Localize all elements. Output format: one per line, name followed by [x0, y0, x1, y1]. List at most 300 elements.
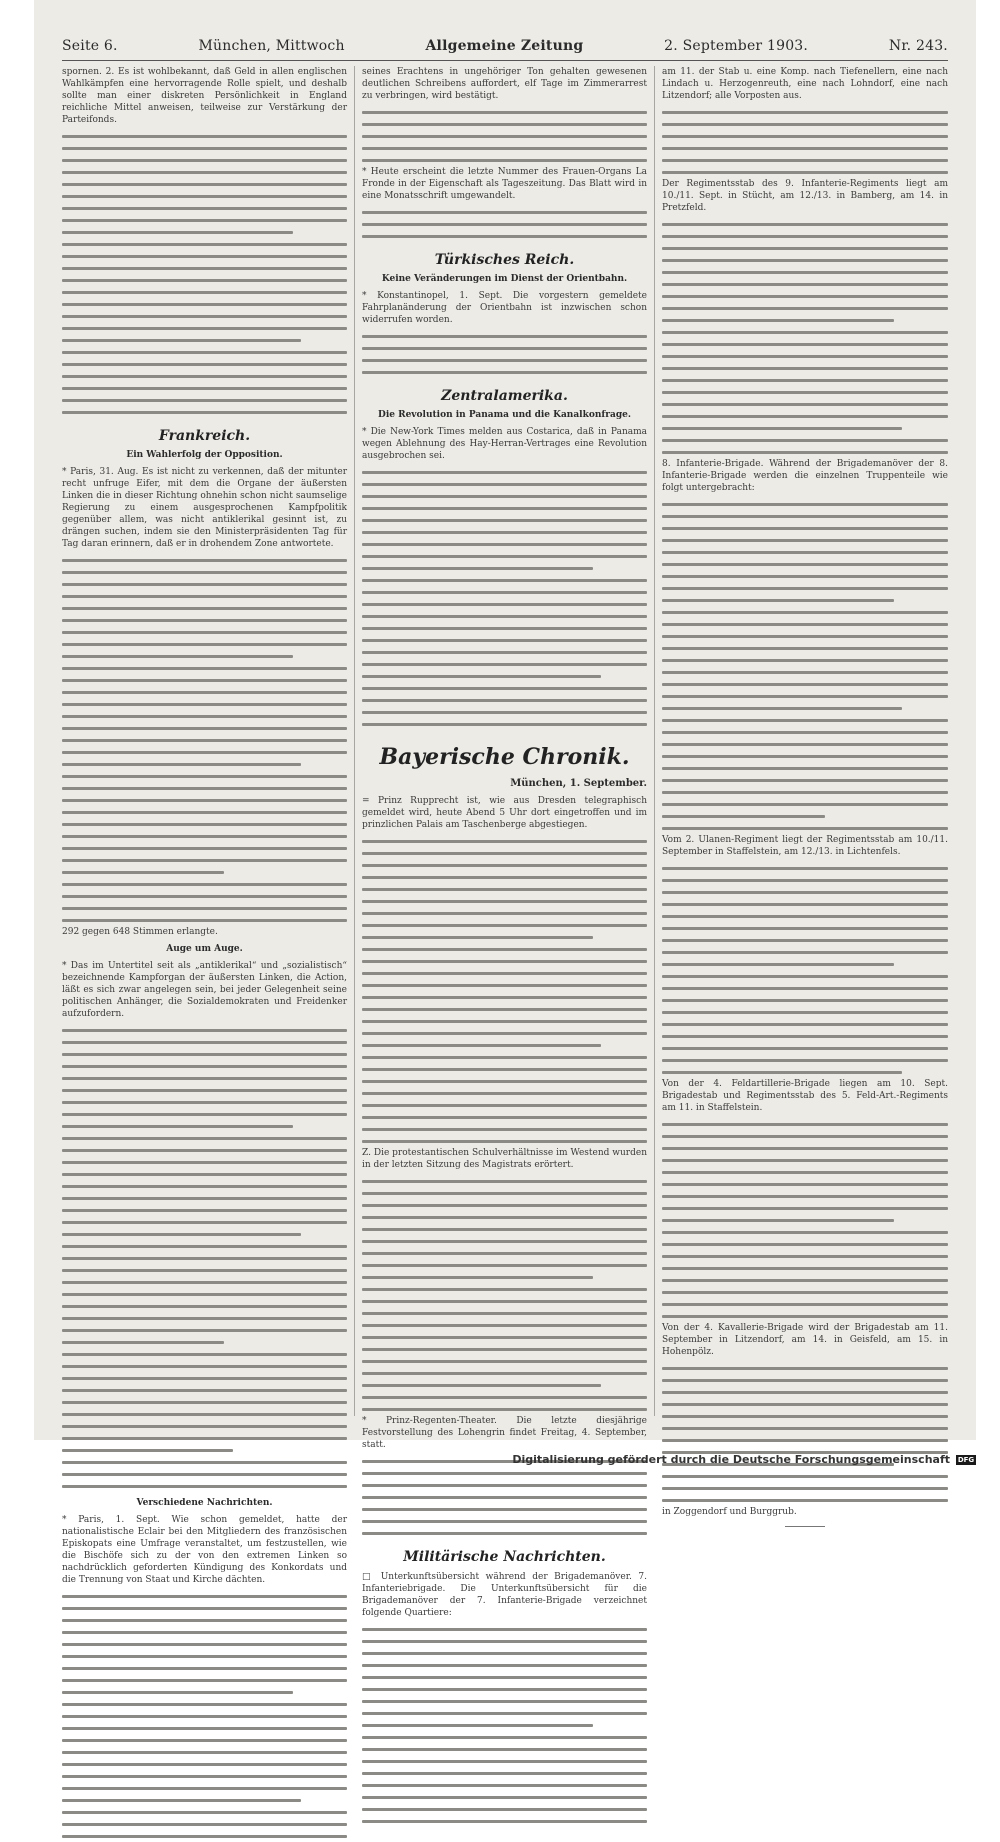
text-line — [362, 1379, 647, 1391]
article-text: * Heute erscheint die letzte Nummer des Frauen-Organs La Fronde in der Eigenschaft als Tageszeitung. Das Blatt wird in eine Monatsschrift umgewandelt. — [362, 167, 647, 201]
text-line — [362, 1815, 647, 1827]
text-line — [62, 794, 347, 806]
text-line — [62, 1432, 347, 1444]
text-block — [362, 1623, 647, 1827]
text-line — [62, 262, 347, 274]
text-line — [362, 1503, 647, 1515]
text-line — [362, 610, 647, 622]
text-line — [662, 350, 948, 362]
footer-text: Digitalisierung gefördert durch die Deutsche Forschungsgemeinschaft — [512, 1453, 950, 1466]
text-line — [62, 1722, 347, 1734]
text-line — [362, 1391, 647, 1403]
text-line — [662, 326, 948, 338]
text-line — [662, 1262, 948, 1274]
text-line — [362, 1767, 647, 1779]
text-line — [362, 1343, 647, 1355]
text-line — [362, 1719, 647, 1731]
text-line — [662, 1166, 948, 1178]
text-line — [362, 586, 647, 598]
text-line — [362, 574, 647, 586]
text-line — [662, 642, 948, 654]
text-line — [62, 1626, 347, 1638]
text-line — [362, 354, 647, 366]
text-line — [662, 594, 948, 606]
text-line — [62, 1300, 347, 1312]
text-line — [62, 1180, 347, 1192]
page-number: Seite 6. — [62, 38, 118, 54]
text-line — [62, 346, 347, 358]
column-divider — [654, 66, 655, 1416]
text-line — [662, 1190, 948, 1202]
text-line — [662, 1042, 948, 1054]
text-line — [662, 898, 948, 910]
text-line — [362, 634, 647, 646]
text-line — [362, 598, 647, 610]
text-line — [362, 1319, 647, 1331]
text-line — [362, 1491, 647, 1503]
text-line — [362, 931, 647, 943]
text-line — [662, 1386, 948, 1398]
text-line — [362, 682, 647, 694]
text-line — [662, 570, 948, 582]
text-line — [362, 538, 647, 550]
text-line — [62, 878, 347, 890]
text-line — [662, 1374, 948, 1386]
text-line — [362, 1051, 647, 1063]
text-line — [62, 1072, 347, 1084]
text-block — [662, 862, 948, 1078]
text-line — [62, 1782, 347, 1794]
text-line — [362, 1099, 647, 1111]
article-text: Der Regimentsstab des 9. Infanterie-Regiments liegt am 10./11. Sept. in Stücht, am 12./13. in Bamberg, am 14. in Pretzfeld. — [662, 179, 948, 213]
text-line — [62, 214, 347, 226]
text-line — [362, 550, 647, 562]
text-line — [362, 979, 647, 991]
article-text: in Zoggendorf und Burggrub. — [662, 1507, 797, 1517]
column-1 — [62, 66, 347, 1585]
text-line — [62, 1168, 347, 1180]
text-line — [662, 142, 948, 154]
text-line — [362, 1403, 647, 1415]
article-text: seines Erachtens in ungehöriger Ton gehalten gewesenen deutlichen Schreibens auffordert, elf Tage im Zimmerarrest zu verbringen, wird bestätigt. — [362, 67, 647, 101]
text-line — [362, 694, 647, 706]
text-line — [62, 1674, 347, 1686]
text-line — [362, 1175, 647, 1187]
text-line — [362, 1527, 647, 1539]
text-line — [662, 410, 948, 422]
text-line — [62, 1312, 347, 1324]
text-line — [662, 922, 948, 934]
text-line — [362, 366, 647, 378]
text-line — [62, 914, 347, 926]
article-text: * Konstantinopel, 1. Sept. Die vorgestern gemeldete Fahrplanänderung der Orientbahn ist inzwischen schon widerrufen worden. — [362, 291, 647, 325]
text-line — [62, 238, 347, 250]
masthead — [62, 30, 948, 54]
text-line — [362, 1003, 647, 1015]
dfg-logo-icon: DFG — [957, 1455, 975, 1464]
text-line — [362, 1187, 647, 1199]
text-line — [62, 818, 347, 830]
text-line — [62, 130, 347, 142]
text-line — [62, 1758, 347, 1770]
text-line — [62, 830, 347, 842]
dateline: München, 1. September. — [510, 778, 647, 789]
text-block — [662, 1362, 948, 1506]
text-line — [362, 1683, 647, 1695]
text-line — [662, 398, 948, 410]
text-line — [362, 1355, 647, 1367]
article-text: am 11. der Stab u. eine Komp. nach Tiefenellern, eine nach Lindach u. Herzogenreuth, eine nach Lohndorf, eine nach Litzendorf; alle Vorposten aus. — [662, 67, 948, 101]
article-text: * Paris, 31. Aug. Es ist nicht zu verkennen, daß der mitunter recht unfruge Eifer, mit dem die Organe der äußersten Linken die in dieser Richtung ohnehin schon nicht saumselige Regierung zu einem ausgesprochenen Kampfpolitik gegenüber allem, was nicht antiklerikal gesinnt ist, zu drängen suchen, indem sie den Ministerpräsidenten Tag für Tag daran erinnern, daß er in drohendem Zone antwortete. — [62, 467, 347, 549]
text-line — [62, 1060, 347, 1072]
text-line — [662, 886, 948, 898]
text-line — [62, 322, 347, 334]
text-line — [62, 626, 347, 638]
text-line — [662, 1214, 948, 1226]
text-line — [362, 490, 647, 502]
text-line — [62, 1360, 347, 1372]
text-line — [362, 895, 647, 907]
text-line — [62, 1734, 347, 1746]
text-line — [362, 466, 647, 478]
text-line — [62, 142, 347, 154]
text-line — [662, 702, 948, 714]
text-line — [362, 1623, 647, 1635]
text-line — [62, 358, 347, 370]
text-line — [662, 278, 948, 290]
text-line — [362, 1803, 647, 1815]
text-line — [362, 670, 647, 682]
text-line — [362, 919, 647, 931]
text-line — [362, 118, 647, 130]
text-line — [662, 1226, 948, 1238]
text-block — [362, 206, 647, 242]
text-line — [662, 762, 948, 774]
text-line — [662, 690, 948, 702]
text-line — [662, 618, 948, 630]
text-line — [362, 1039, 647, 1051]
text-line — [662, 1130, 948, 1142]
text-line — [362, 1367, 647, 1379]
text-line — [62, 1818, 347, 1830]
text-line — [362, 955, 647, 967]
text-line — [662, 862, 948, 874]
text-line — [62, 1048, 347, 1060]
text-line — [362, 658, 647, 670]
text-line — [662, 498, 948, 510]
text-line — [362, 1235, 647, 1247]
article-text: spornen. 2. Es ist wohlbekannt, daß Geld in allen englischen Wahlkämpfen eine hervorragende Rolle spielt, und deshalb sollte man einer diskreten Persönlichkeit in England reichliche Mittel anweisen, teilweise zur Verstärkung der Parteifonds. — [62, 67, 347, 125]
text-line — [362, 847, 647, 859]
text-block — [362, 106, 647, 166]
text-line — [662, 130, 948, 142]
text-line — [362, 218, 647, 230]
text-line — [62, 370, 347, 382]
text-line — [62, 782, 347, 794]
text-line — [62, 554, 347, 566]
text-block — [362, 330, 647, 378]
text-line — [662, 434, 948, 446]
text-line — [662, 982, 948, 994]
text-line — [62, 274, 347, 286]
text-line — [662, 786, 948, 798]
text-line — [62, 674, 347, 686]
text-line — [362, 1635, 647, 1647]
text-line — [62, 334, 347, 346]
text-block — [62, 1590, 347, 1842]
text-line — [362, 130, 647, 142]
text-line — [62, 1372, 347, 1384]
text-line — [362, 1027, 647, 1039]
text-line — [662, 1238, 948, 1250]
text-line — [362, 1515, 647, 1527]
text-line — [62, 394, 347, 406]
text-line — [62, 1336, 347, 1348]
text-line — [662, 1142, 948, 1154]
text-line — [662, 106, 948, 118]
section-heading-zentralamerika: Zentralamerika. — [441, 388, 568, 404]
text-line — [62, 202, 347, 214]
text-line — [62, 1288, 347, 1300]
text-line — [62, 1746, 347, 1758]
text-line — [662, 1398, 948, 1410]
text-line — [362, 106, 647, 118]
text-line — [662, 230, 948, 242]
text-line — [62, 758, 347, 770]
text-line — [62, 286, 347, 298]
text-line — [362, 330, 647, 342]
text-line — [62, 1638, 347, 1650]
column-2 — [362, 66, 647, 1618]
text-line — [362, 706, 647, 718]
text-line — [62, 1710, 347, 1722]
text-line — [662, 266, 948, 278]
article-text: □ Unterkunftsübersicht während der Brigademanöver. 7. Infanteriebrigade. Die Unterkunftsübersicht für die Brigademanöver der 7. Infanterie-Brigade verzeichnet folgende Quartiere: — [362, 1572, 647, 1618]
article-text: * Das im Untertitel seit als „antiklerikal“ und „sozialistisch“ bezeichnende Kampforgan der äußersten Linken, die Action, läßt es sich zwar angelegen sein, bei jeder Gelegenheit seine politischen Anhänger, die Sozialdemokraten und Freidenker aufzufordern. — [62, 961, 347, 1019]
text-line — [62, 1384, 347, 1396]
text-line — [362, 622, 647, 634]
text-line — [62, 1480, 347, 1492]
text-line — [662, 374, 948, 386]
text-line — [362, 1467, 647, 1479]
text-block — [362, 466, 647, 730]
text-line — [662, 154, 948, 166]
text-line — [662, 118, 948, 130]
text-block — [662, 218, 948, 458]
text-line — [62, 310, 347, 322]
text-line — [662, 666, 948, 678]
text-line — [662, 254, 948, 266]
text-line — [362, 967, 647, 979]
text-line — [662, 218, 948, 230]
article-text: Vom 2. Ulanen-Regiment liegt der Regimentsstab am 10./11. September in Staffelstein, am 12./13. in Lichtenfels. — [662, 835, 948, 857]
text-line — [662, 630, 948, 642]
text-line — [62, 614, 347, 626]
text-block — [662, 106, 948, 178]
text-line — [362, 1015, 647, 1027]
text-line — [62, 902, 347, 914]
text-block — [362, 1455, 647, 1539]
text-line — [62, 1806, 347, 1818]
article-text: * Paris, 1. Sept. Wie schon gemeldet, hatte der nationalistische Eclair bei den Mitgliedern des französischen Episkopats eine Umfrage veranstaltet, um festzustellen, wie die Bischöfe sich zu der von den extremen Linken so nachdrücklich geforderten Kündigung des Konkordats und die Trennung von Staat und Kirche dächten. — [62, 1515, 347, 1585]
text-line — [62, 806, 347, 818]
text-line — [662, 1482, 948, 1494]
text-line — [662, 314, 948, 326]
text-line — [62, 578, 347, 590]
text-line — [362, 1247, 647, 1259]
text-line — [362, 1695, 647, 1707]
text-line — [62, 1204, 347, 1216]
article-text: * Die New-York Times melden aus Costarica, daß in Panama wegen Ablehnung des Hay-Herran-Vertrages eine Revolution ausgebrochen sei. — [362, 427, 647, 461]
text-line — [362, 1659, 647, 1671]
text-line — [62, 1456, 347, 1468]
text-line — [662, 1250, 948, 1262]
text-line — [62, 1686, 347, 1698]
text-line — [662, 1310, 948, 1322]
text-line — [62, 1120, 347, 1132]
text-line — [62, 154, 347, 166]
section-heading-tuerkei: Türkisches Reich. — [434, 252, 575, 268]
text-line — [662, 510, 948, 522]
text-line — [662, 1202, 948, 1214]
text-line — [62, 770, 347, 782]
section-heading-chronik: Bayerische Chronik. — [379, 744, 630, 770]
text-line — [362, 871, 647, 883]
place-day: München, Mittwoch — [198, 38, 345, 54]
text-line — [362, 206, 647, 218]
text-line — [62, 1468, 347, 1480]
text-line — [662, 1286, 948, 1298]
text-line — [62, 734, 347, 746]
text-line — [662, 1470, 948, 1482]
text-line — [362, 907, 647, 919]
text-line — [62, 1348, 347, 1360]
article-text: Von der 4. Feldartillerie-Brigade liegen am 10. Sept. Brigadestab und Regimentsstab des 5. Feld-Art.-Regiments am 11. in Staffelstein. — [662, 1079, 948, 1113]
text-line — [662, 810, 948, 822]
article-text: = Prinz Rupprecht ist, wie aus Dresden telegraphisch gemeldet wird, heute Abend 5 Uhr dort eingetroffen und im prinzlichen Palais am Taschenberge abgestiegen. — [362, 796, 647, 830]
text-line — [662, 1410, 948, 1422]
text-line — [362, 883, 647, 895]
text-line — [662, 302, 948, 314]
text-line — [62, 1240, 347, 1252]
text-line — [362, 1731, 647, 1743]
text-line — [662, 1018, 948, 1030]
digitization-footer — [512, 1453, 976, 1466]
issue-date: 2. September 1903. — [664, 38, 809, 54]
text-line — [662, 798, 948, 810]
text-line — [662, 242, 948, 254]
text-line — [362, 646, 647, 658]
text-line — [62, 1650, 347, 1662]
text-line — [662, 910, 948, 922]
text-line — [62, 590, 347, 602]
text-line — [662, 446, 948, 458]
text-line — [362, 1743, 647, 1755]
text-line — [362, 502, 647, 514]
text-line — [662, 1298, 948, 1310]
article-text: * Prinz-Regenten-Theater. Die letzte diesjährige Festvorstellung des Lohengrin findet Freitag, 4. September, statt. — [362, 1416, 647, 1450]
text-line — [362, 1075, 647, 1087]
text-line — [662, 726, 948, 738]
text-line — [62, 1770, 347, 1782]
text-line — [662, 1274, 948, 1286]
text-block — [62, 1024, 347, 1492]
text-line — [62, 722, 347, 734]
text-line — [62, 746, 347, 758]
end-rule — [785, 1526, 825, 1527]
text-line — [62, 1228, 347, 1240]
text-line — [62, 638, 347, 650]
text-line — [362, 1223, 647, 1235]
text-line — [62, 178, 347, 190]
text-line — [62, 1590, 347, 1602]
text-line — [362, 1479, 647, 1491]
issue-number: Nr. 243. — [888, 38, 948, 54]
text-line — [362, 1111, 647, 1123]
text-line — [362, 1707, 647, 1719]
text-line — [362, 943, 647, 955]
text-line — [62, 1662, 347, 1674]
text-block — [662, 498, 948, 834]
text-line — [662, 774, 948, 786]
text-line — [362, 1283, 647, 1295]
text-line — [362, 835, 647, 847]
text-line — [62, 406, 347, 418]
text-line — [662, 958, 948, 970]
text-line — [362, 154, 647, 166]
text-line — [62, 842, 347, 854]
text-line — [662, 874, 948, 886]
newspaper-title: Allgemeine Zeitung — [425, 38, 584, 54]
text-line — [362, 1259, 647, 1271]
text-line — [62, 1108, 347, 1120]
text-line — [662, 750, 948, 762]
text-line — [662, 338, 948, 350]
text-line — [62, 1408, 347, 1420]
text-line — [662, 386, 948, 398]
text-line — [362, 342, 647, 354]
article-heading: Die Revolution in Panama und die Kanalkonfrage. — [378, 410, 631, 420]
text-line — [362, 230, 647, 242]
text-line — [62, 298, 347, 310]
text-line — [62, 1036, 347, 1048]
text-line — [362, 1779, 647, 1791]
text-line — [362, 1331, 647, 1343]
text-line — [662, 822, 948, 834]
text-line — [662, 1362, 948, 1374]
article-heading: Verschiedene Nachrichten. — [136, 1498, 273, 1508]
article-text: Von der 4. Kavallerie-Brigade wird der Brigadestab am 11. September in Litzendorf, am 14. in Geisfeld, am 15. in Hohenpölz. — [662, 1323, 948, 1357]
text-line — [62, 1084, 347, 1096]
text-line — [62, 602, 347, 614]
text-line — [662, 582, 948, 594]
text-line — [62, 686, 347, 698]
text-line — [362, 1647, 647, 1659]
text-line — [362, 1271, 647, 1283]
text-line — [62, 1276, 347, 1288]
text-line — [62, 650, 347, 662]
text-line — [62, 1024, 347, 1036]
text-line — [362, 1307, 647, 1319]
section-heading-militaer: Militärische Nachrichten. — [403, 1549, 606, 1565]
text-line — [362, 514, 647, 526]
text-line — [662, 934, 948, 946]
text-line — [62, 166, 347, 178]
text-line — [362, 718, 647, 730]
text-line — [62, 1324, 347, 1336]
text-line — [362, 1123, 647, 1135]
text-line — [662, 1030, 948, 1042]
